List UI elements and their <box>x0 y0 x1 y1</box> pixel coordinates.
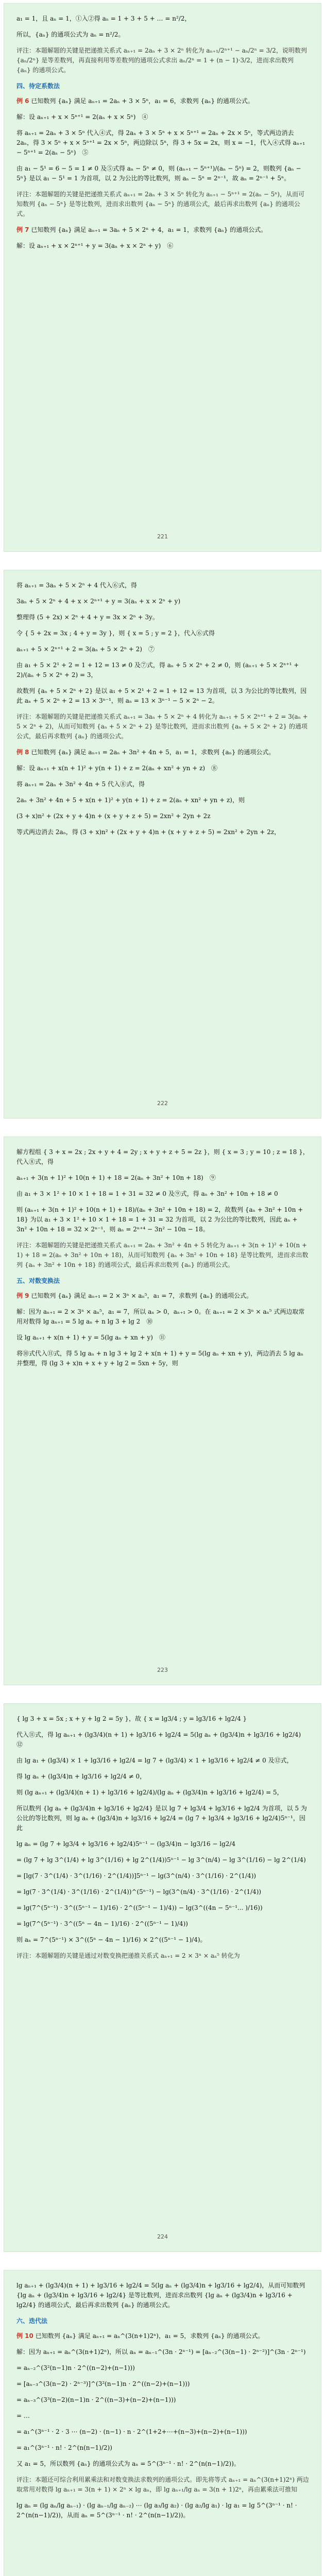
solution-line: = [lg(7 · 3^(1/4) · 3^(1/16) · 2^(1/4))]5ⁿ⁻¹ − lg(3^(n/4) · 3^(1/16) · 2^(1/4)) <box>16 1872 256 1879</box>
solution-line: 解：因为 aₙ₊₁ = aₙ^(3(n+1)2ⁿ)，所以 aₙ = aₙ₋₁^(3n · 2ⁿ⁻¹) = [aₙ₋₂^(3(n−1) · 2ⁿ⁻²)]^(3n · 2ⁿ⁻¹) <box>16 2348 306 2355</box>
comment-paragraph: 评注：本题解题的关键是把递推关系式 aₙ₊₁ = 2aₙ + 3 × 2ⁿ 转化为 aₙ₊₁/2ⁿ⁺¹ − aₙ/2ⁿ = 3/2，说明数列 {aₙ/2ⁿ} 是等差数列，再直接利用等差数列的通项公式求出 aₙ/2ⁿ = 1 + (n − 1)·3/2，进而求出数列 {aₙ} 的通项公式。 <box>16 47 307 74</box>
page-number: 222 <box>157 1100 168 1107</box>
solution-line: 将⑩式代入⑪式，得 5 lg aₙ + n lg 3 + lg 2 + x(n + 1) + y = 5(lg aₙ + xn + y)，两边消去 5 lg aₙ 并整理，得 (lg 3 + x)n + x + y + lg 2 = 5xn + 5y，则 <box>16 1350 304 1367</box>
page-3 <box>4 1137 321 1685</box>
solution-line: = [aₙ₋₃^(3(n−2) · 2ⁿ⁻³)]^(3²(n−1)n · 2^((n−2)+(n−1))) <box>16 2380 190 2387</box>
solution-line: = a₁^(3ⁿ⁻¹ · n! · 2^(n(n−1)/2)) <box>16 2444 112 2451</box>
solution-line: 由 a₁ − 5¹ = 6 − 5 = 1 ≠ 0 及⑤式得 aₙ − 5ⁿ ≠ 0，则 (aₙ₊₁ − 5ⁿ⁺¹)/(aₙ − 5ⁿ) = 2，则数列 {aₙ − 5ⁿ} 是以 a₁ − 5¹ = 1 为首项，以 2 为公比的等比数列，则 aₙ − 5ⁿ = 2ⁿ⁻¹，故 aₙ = 2ⁿ⁻¹ + 5ⁿ。 <box>16 165 301 182</box>
comment-paragraph: 评注：本题解题的关键是把递推关系式 aₙ₊₁ = 2aₙ + 3 × 5ⁿ 转化为 aₙ₊₁ − 5ⁿ⁺¹ = 2(aₙ − 5ⁿ)，从而可知数列 {aₙ − 5ⁿ} 是等比数列，进而求出数列 {aₙ − 5ⁿ} 的通项公式，最后再求出数列 {aₙ} 的通项公式。 <box>16 191 305 217</box>
solution-line: lg aₙ = (lg aₙ/lg aₙ₋₁) · (lg aₙ₋₁/lg aₙ₋₂) ⋯ (lg a₃/lg a₂) · (lg a₂/lg a₁) · lg a₁ = lg 5^(3ⁿ⁻¹ · n! · 2^(n(n−1)/2))，从而 aₙ = 5^(3ⁿ⁻¹ · n! · 2^(n(n−1)/2))。 <box>16 2502 297 2519</box>
solution-line: 令 { 5 + 2x = 3x ; 4 + y = 3y }，则 { x = 5 ; y = 2 }，代入⑥式得 <box>16 630 215 637</box>
section-heading: 五、对数变换法 <box>16 1277 60 1284</box>
page-body <box>16 1147 310 1368</box>
solution-line: 则 (aₙ₊₁ + 3(n + 1)² + 10(n + 1) + 18)/(aₙ + 3n² + 10n + 18) = 2，故数列 {aₙ + 3n² + 10n + 18} 为以 a₁ + 3 × 1² + 10 × 1 + 18 = 1 + 31 = 32 为首项，以 2 为公比的等比数列，因此 aₙ + 3n² + 10n + 18 = 32 × 2ⁿ⁻¹，则 aₙ = 2ⁿ⁺⁴ − 3n² − 10n − 18。 <box>16 1206 303 1233</box>
example-paragraph <box>16 96 310 106</box>
page-number: 224 <box>157 2233 168 2240</box>
comment-paragraph: 评注：本题解题的关键是把递推关系式 aₙ₊₁ = 3aₙ + 5 × 2ⁿ + 4 转化为 aₙ₊₁ + 5 × 2ⁿ⁺¹ + 2 = 3(aₙ + 5 × 2ⁿ + 2)，从而可知数列 {aₙ + 5 × 2ⁿ + 2} 是等比数列，进而求出数列 {aₙ + 5 × 2ⁿ + 2} 的通项公式，最后再求数列 {aₙ} 的通项公式。 <box>16 713 308 740</box>
solution-line: 解：设 aₙ₊₁ + x × 5ⁿ⁺¹ = 2(aₙ + x × 5ⁿ) ④ <box>16 113 148 121</box>
example-label: 例 8 <box>16 749 29 756</box>
solution-line: aₙ₊₁ + 5 × 2ⁿ⁺¹ + 2 = 3(aₙ + 5 × 2ⁿ + 2) ⑦ <box>16 646 155 653</box>
solution-line: (3 + x)n² + (2x + y + 4)n + (x + y + z + 5) = 2xn² + 2yn + 2z <box>16 812 211 820</box>
solution-line: 由 lg a₁ + (lg3/4) × 1 + lg3/16 + lg2/4 = lg 7 + (lg3/4) × 1 + lg3/16 + lg2/4 ≠ 0 及⑫式， <box>16 1757 293 1764</box>
page-number: 223 <box>157 1667 168 1673</box>
section-heading: 四、待定系数法 <box>16 82 60 90</box>
example-label: 例 7 <box>16 226 29 233</box>
solution-line: lg aₙ = (lg 7 + lg3/4 + lg3/16 + lg2/4)5ⁿ⁻¹ − (lg3/4)n − lg3/16 − lg2/4 <box>16 1840 236 1848</box>
solution-line: 设 lg aₙ₊₁ + x(n + 1) + y = 5(lg aₙ + xn + y) ⑪ <box>16 1334 165 1341</box>
page-body <box>16 14 310 251</box>
page-5 <box>4 2270 321 2576</box>
page-2 <box>4 570 321 1118</box>
solution-line: = lg(7 · 3^(1/4) · 3^(1/16) · 2^(1/4))^(5ⁿ⁻¹) − lg(3^(n/4) · 3^(1/16) · 2^(1/4)) <box>16 1888 262 1895</box>
solution-line: 解：设 aₙ₊₁ + x(n + 1)² + y(n + 1) + z = 2(aₙ + xn² + yn + z) ⑧ <box>16 765 218 772</box>
solution-line: 所以，{aₙ} 的通项公式为 aₙ = n²/2。 <box>16 31 125 38</box>
page-body <box>16 581 310 837</box>
solution-line: 又 a₁ = 5，所以数列 {aₙ} 的通项公式为 aₙ = 5^(3ⁿ⁻¹ · n! · 2^(n(n−1)/2))。 <box>16 2460 240 2467</box>
example-paragraph <box>16 2331 310 2341</box>
page-body <box>16 1714 310 1961</box>
solution-line: { lg 3 + x = 5x ; x + y + lg 2 = 5y }，故 { x = lg3/4 ; y = lg3/16 + lg2/4 } <box>16 1715 247 1722</box>
solution-line: 得 lg aₙ + (lg3/4)n + lg3/16 + lg2/4 ≠ 0， <box>16 1773 146 1780</box>
page-body <box>16 2281 310 2520</box>
comment-paragraph: 评注：本题还可综合利用累乘法和对数变换法求数列的通项公式。即先将等式 aₙ₊₁ = aₙ^(3(n+1)2ⁿ) 两边取常用对数得 lg aₙ₊₁ = 3(n + 1) × 2ⁿ × lg aₙ，即 lg aₙ₊₁/lg aₙ = 3(n + 1)2ⁿ，再由累乘法可推知 <box>16 2476 309 2493</box>
solution-line: = a₁^(3ⁿ⁻¹ · 2 · 3 ⋯ (n−2) · (n−1) · n · 2^(1+2+⋯+(n−3)+(n−2)+(n−1))) <box>16 2428 247 2435</box>
solution-line: 将 aₙ₊₁ = 2aₙ + 3 × 5ⁿ 代入④式，得 2aₙ + 3 × 5ⁿ + x × 5ⁿ⁺¹ = 2aₙ + 2x × 5ⁿ，等式两边消去 2aₙ，得 3 × 5ⁿ + x × 5ⁿ⁺¹ = 2x × 5ⁿ，两边除以 5ⁿ，得 3 + 5x = 2x，则 x = −1，代入④式得 aₙ₊₁ − 5ⁿ⁺¹ = 2(aₙ − 5ⁿ) ⑤ <box>16 129 305 156</box>
comment-paragraph: 评注：本题解题的关键是通过对数变换把递推关系式 aₙ₊₁ = 2 × 3ⁿ × aₙ⁵ 转化为 <box>16 1952 240 1959</box>
solution-line: = lg(7^(5ⁿ⁻¹) · 3^((5ⁿ − 4n − 1)/16) · 2^((5ⁿ⁻¹ − 1)/4)) <box>16 1920 188 1927</box>
solution-line: 解：因为 aₙ₊₁ = 2 × 3ⁿ × aₙ⁵，a₁ = 7，所以 aₙ > 0，aₙ₊₁ > 0。在 aₙ₊₁ = 2 × 3ⁿ × aₙ⁵ 式两边取常用对数得 lg aₙ₊₁ = 5 lg aₙ + n lg 3 + lg 2 ⑩ <box>16 1308 305 1325</box>
solution-line: = aₙ₋₂^(3²(n−1)n · 2^((n−2)+(n−1))) <box>16 2364 135 2371</box>
solution-line: = … <box>16 2412 30 2419</box>
solution-line: 整理得 (5 + 2x) × 2ⁿ + 4 + y = 3x × 2ⁿ + 3y。 <box>16 614 159 621</box>
example-paragraph <box>16 748 310 757</box>
solution-line: 将 aₙ₊₁ = 2aₙ + 3n² + 4n + 5 代入⑧式，得 <box>16 781 145 788</box>
solution-line: 代入⑪式，得 lg aₙ₊₁ + (lg3/4)(n + 1) + lg3/16 + lg2/4 = 5(lg aₙ + (lg3/4)n + lg3/16 + lg2/4) ⑫ <box>16 1731 307 1748</box>
example-label: 例 9 <box>16 1292 29 1299</box>
comment-paragraph: 评注：本题解题的关键是把递推关系式 aₙ₊₁ = 2aₙ + 3n² + 4n + 5 转化为 aₙ₊₁ + 3(n + 1)² + 10(n + 1) + 18 = 2(aₙ + 3n² + 10n + 18)，从而可知数列 {aₙ + 3n² + 10n + 18} 是等比数列，进而求出数列 {aₙ + 3n² + 10n + 18} 的通项公式，最后再求出数列 {aₙ} 的通项公式。 <box>16 1242 309 1268</box>
solution-line: 则 (lg aₙ₊₁ + (lg3/4)(n + 1) + lg3/16 + lg2/4)/(lg aₙ + (lg3/4)n + lg3/16 + lg2/4) = 5， <box>16 1789 283 1796</box>
solution-line: 则 aₙ = 7^(5ⁿ⁻¹) × 3^((5ⁿ − 4n − 1)/16) × 2^((5ⁿ⁻¹ − 1)/4)。 <box>16 1936 207 1943</box>
page-4 <box>4 1703 321 2252</box>
solution-line: 故数列 {aₙ + 5 × 2ⁿ + 2} 是以 a₁ + 5 × 2¹ + 2 = 1 + 12 = 13 为首项，以 3 为公比的等比数列，因此 aₙ + 5 × 2ⁿ + 2 = 13 × 3ⁿ⁻¹，则 aₙ = 13 × 3ⁿ⁻¹ − 5 × 2ⁿ − 2。 <box>16 687 307 704</box>
solution-line: = (lg 7 + lg 3^(1/4) + lg 3^(1/16) + lg 2^(1/4))5ⁿ⁻¹ − lg 3^(n/4) − lg 3^(1/16) − lg 2^(1/4) <box>16 1856 306 1863</box>
solution-line: a₁ = 1，且 aₙ = 1，①入②得 aₙ = 1 + 3 + 5 + … = n²/2， <box>16 15 191 22</box>
solution-line: 2aₙ + 3n² + 4n + 5 + x(n + 1)² + y(n + 1) + z = 2(aₙ + xn² + yn + z)，则 <box>16 796 245 804</box>
example-text: 已知数列 {aₙ} 满足 aₙ₊₁ = 2aₙ + 3 × 5ⁿ，a₁ = 6，求数列 {aₙ} 的通项公式。 <box>31 97 254 105</box>
example-text: 已知数列 {aₙ} 满足 aₙ₊₁ = aₙ^(3(n+1)2ⁿ)，a₁ = 5，求数列 {aₙ} 的通项公式。 <box>35 2332 264 2340</box>
example-paragraph <box>16 225 310 235</box>
page-number: 221 <box>157 533 168 540</box>
solution-line: 解：设 aₙ₊₁ + x × 2ⁿ⁺¹ + y = 3(aₙ + x × 2ⁿ + y) ⑥ <box>16 242 174 249</box>
solution-line: aₙ₊₁ + 3(n + 1)² + 10(n + 1) + 18 = 2(aₙ + 3n² + 10n + 18) ⑨ <box>16 1174 216 1181</box>
section-heading: 六、迭代法 <box>16 2317 48 2325</box>
solution-line: 所以数列 {lg aₙ + (lg3/4)n + lg3/16 + lg2/4} 是以 lg 7 + lg3/4 + lg3/16 + lg2/4 为首项，以 5 为公比的等比数列，则 lg aₙ + (lg3/4)n + lg3/16 + lg2/4 = (lg 7 + lg3/4 + lg3/16 + lg2/4)5ⁿ⁻¹，因此 <box>16 1805 307 1832</box>
solution-line: 等式两边消去 2aₙ，得 (3 + x)n² + (2x + y + 4)n + (x + y + z + 5) = 2xn² + 2yn + 2z， <box>16 828 281 836</box>
solution-line: 由 a₁ + 5 × 2¹ + 2 = 1 + 12 = 13 ≠ 0 及⑦式，得 aₙ + 5 × 2ⁿ + 2 ≠ 0，则 (aₙ₊₁ + 5 × 2ⁿ⁺¹ + 2)/(aₙ + 5 × 2ⁿ + 2) = 3， <box>16 662 299 679</box>
example-text: 已知数列 {aₙ} 满足 aₙ₊₁ = 3aₙ + 5 × 2ⁿ + 4，a₁ = 1，求数列 {aₙ} 的通项公式。 <box>31 226 267 233</box>
solution-line: 将 aₙ₊₁ = 3aₙ + 5 × 2ⁿ + 4 代入⑥式，得 <box>16 582 137 589</box>
example-label: 例 6 <box>16 97 29 105</box>
solution-line: lg aₙ₊₁ + (lg3/4)(n + 1) + lg3/16 + lg2/4 = 5(lg aₙ + (lg3/4)n + lg3/16 + lg2/4)，从而可知数列 {lg aₙ + (lg3/4)n + lg3/16 + lg2/4} 是等比数列，进而求出数列 {lg aₙ + (lg3/4)n + lg3/16 + lg2/4} 的通项公式，最后再求出数列 {aₙ} 的通项公式。 <box>16 2282 305 2309</box>
solution-line: 解方程组 { 3 + x = 2x ; 2x + y + 4 = 2y ; x + y + z + 5 = 2z }，则 { x = 3 ; y = 10 ; z = 18 }，代入⑧式，得 <box>16 1148 309 1165</box>
example-text: 已知数列 {aₙ} 满足 aₙ₊₁ = 2aₙ + 3n² + 4n + 5，a₁ = 1，求数列 {aₙ} 的通项公式。 <box>31 749 275 756</box>
solution-line: = lg(7^(5ⁿ⁻¹) · 3^((5ⁿ⁻¹ − 1)/16) · 2^((5ⁿ⁻¹ − 1)/4)) − lg(3^((4n − 5ⁿ⁻¹... )/16)) <box>16 1904 263 1911</box>
example-label: 例 10 <box>16 2332 33 2340</box>
example-text: 已知数列 {aₙ} 满足 aₙ₊₁ = 2 × 3ⁿ × aₙ⁵，a₁ = 7，求数列 {aₙ} 的通项公式。 <box>31 1292 253 1299</box>
solution-line: = aₙ₋₃^(3³(n−2)(n−1)n · 2^((n−3)+(n−2)+(n−1))) <box>16 2396 176 2403</box>
solution-line: 由 a₁ + 3 × 1² + 10 × 1 + 18 = 1 + 31 = 32 ≠ 0 及⑨式，得 aₙ + 3n² + 10n + 18 ≠ 0 <box>16 1190 278 1197</box>
page-1 <box>4 3 321 552</box>
example-paragraph <box>16 1291 310 1301</box>
solution-line: 3aₙ + 5 × 2ⁿ + 4 + x × 2ⁿ⁺¹ + y = 3(aₙ + x × 2ⁿ + y) <box>16 598 181 605</box>
